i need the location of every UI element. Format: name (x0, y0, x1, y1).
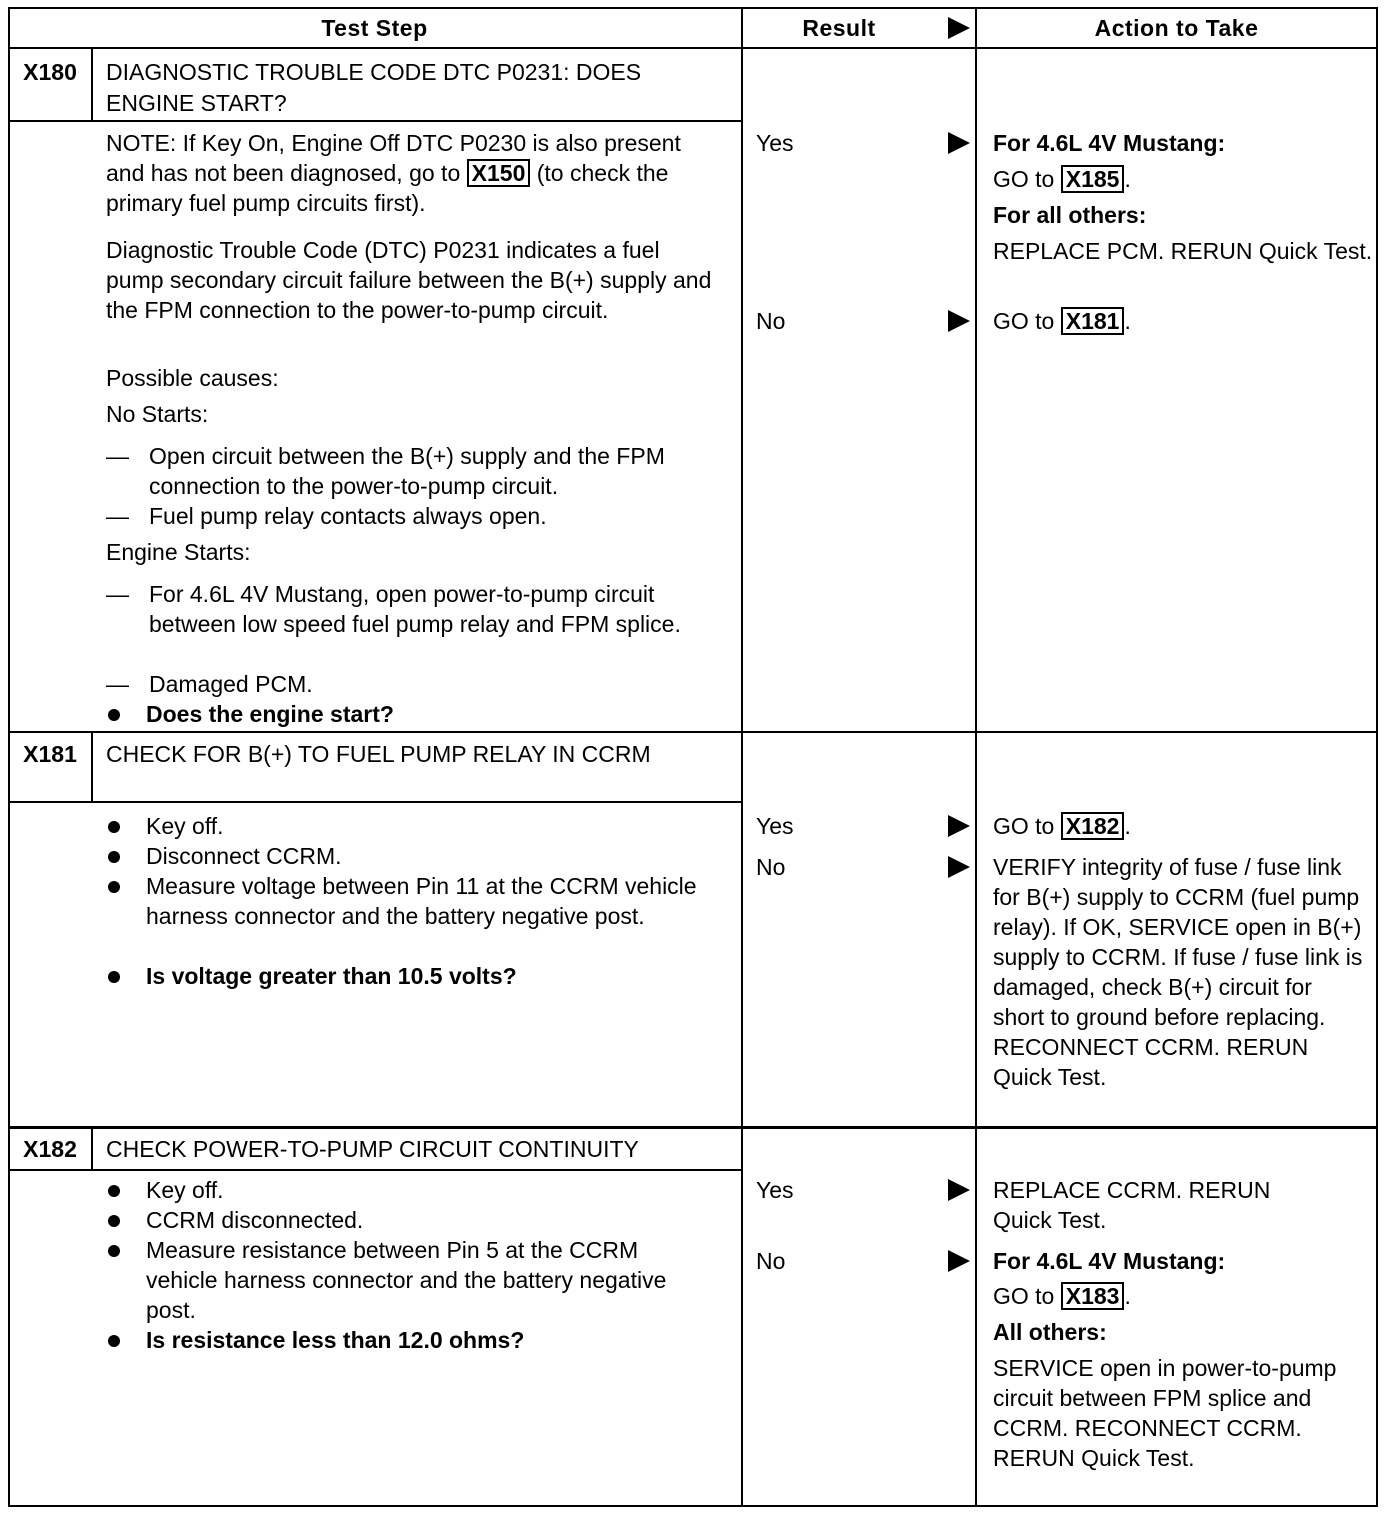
list-item: Fuel pump relay contacts always open. (149, 503, 547, 529)
title-rule-x180 (8, 120, 743, 122)
note-text: NOTE: If Key On, Engine Off DTC P0230 is also present and has not been diagnosed, go to (106, 130, 681, 186)
no-starts-label: No Starts: (106, 401, 209, 427)
step-question: Is resistance less than 12.0 ohms? (146, 1327, 525, 1353)
step-title: CHECK FOR B(+) TO FUEL PUMP RELAY IN CCRM (106, 741, 651, 767)
header-action: Action to Take (1094, 15, 1259, 41)
step-question: Does the engine start? (146, 701, 394, 727)
result-no: No (756, 308, 786, 334)
dash-icon: — (106, 443, 129, 469)
bullet-icon (108, 881, 120, 893)
action-goto: GO to X185 . (993, 166, 1131, 192)
action-goto: GO to X181 . (993, 308, 1131, 334)
ref-link[interactable]: X183 (1061, 1282, 1125, 1310)
arrow-icon (948, 310, 970, 332)
column-rule-action (975, 7, 977, 1507)
possible-causes-label: Possible causes: (106, 365, 279, 391)
result-yes: Yes (756, 1177, 794, 1203)
diagnostic-table (8, 7, 1378, 1507)
arrow-icon (948, 856, 970, 878)
action-goto: GO to X182 . (993, 813, 1131, 839)
title-rule-x181 (8, 801, 743, 803)
result-no: No (756, 1248, 786, 1274)
action-text: SERVICE open in power-to-pump circuit between FPM splice and CCRM. RECONNECT CCRM. RERUN Quick Test. (993, 1355, 1337, 1471)
ref-link[interactable]: X181 (1061, 307, 1125, 335)
dash-icon: — (106, 503, 129, 529)
bullet-icon (108, 821, 120, 833)
list-item: Disconnect CCRM. (146, 843, 342, 869)
list-item: For 4.6L 4V Mustang, open power-to-pump circuit between low speed fuel pump relay and FPM splice. (149, 581, 681, 637)
list-item: Key off. (146, 813, 224, 839)
action-text: VERIFY integrity of fuse / fuse link for B(+) supply to CCRM (fuel pump relay). If OK, SERVICE open in B(+) supply to CCRM. If fuse / fuse link is damaged, check B(+) circuit for short to ground before replacing. RECONNECT CCRM. RERUN Quick Test. (993, 854, 1363, 1090)
step-title: DIAGNOSTIC TROUBLE CODE DTC P0231: DOES ENGINE START? (106, 59, 642, 116)
step-code: X181 (23, 741, 77, 767)
section-rule-x182 (8, 1126, 1378, 1129)
arrow-icon (948, 1179, 970, 1201)
bullet-icon (108, 1335, 120, 1347)
title-rule-x182 (8, 1169, 743, 1171)
goto-text: GO to (993, 308, 1055, 334)
step-title: CHECK POWER-TO-PUMP CIRCUIT CONTINUITY (106, 1136, 639, 1162)
arrow-icon (948, 815, 970, 837)
bullet-icon (108, 709, 120, 721)
header-test-step: Test Step (321, 15, 428, 41)
list-item: Measure voltage between Pin 11 at the CCRM vehicle harness connector and the battery negative post. (146, 873, 697, 929)
step-question: Is voltage greater than 10.5 volts? (146, 963, 517, 989)
action-heading: All others: (993, 1319, 1107, 1345)
bullet-icon (108, 1245, 120, 1257)
list-item: Damaged PCM. (149, 671, 313, 697)
ref-link[interactable]: X182 (1061, 812, 1125, 840)
result-yes: Yes (756, 130, 794, 156)
header-arrow-icon (948, 17, 970, 39)
column-rule-result (741, 7, 743, 1507)
bullet-icon (108, 1215, 120, 1227)
action-heading: For all others: (993, 202, 1147, 228)
action-text: REPLACE CCRM. RERUN Quick Test. (993, 1177, 1271, 1233)
bullet-icon (108, 851, 120, 863)
list-item: CCRM disconnected. (146, 1207, 364, 1233)
ref-link[interactable]: X185 (1061, 165, 1125, 193)
action-text: REPLACE PCM. RERUN Quick Test. (993, 238, 1373, 264)
step-code: X180 (23, 59, 77, 85)
bullet-icon (108, 1185, 120, 1197)
step-paragraph: Diagnostic Trouble Code (DTC) P0231 indicates a fuel pump secondary circuit failure between the B(+) supply and the FPM connection to the power-to-pump circuit. (106, 237, 712, 323)
list-item: Measure resistance between Pin 5 at the CCRM vehicle harness connector and the battery negative post. (146, 1237, 667, 1323)
arrow-icon (948, 132, 970, 154)
arrow-icon (948, 1250, 970, 1272)
dash-icon: — (106, 581, 129, 607)
result-no: No (756, 854, 786, 880)
engine-starts-label: Engine Starts: (106, 539, 251, 565)
ref-link[interactable]: X150 (467, 159, 531, 187)
goto-text: GO to (993, 166, 1055, 192)
goto-text: GO to (993, 1283, 1055, 1309)
list-item: Key off. (146, 1177, 224, 1203)
result-yes: Yes (756, 813, 794, 839)
action-goto: GO to X183 . (993, 1283, 1131, 1309)
dash-icon: — (106, 671, 129, 697)
action-heading: For 4.6L 4V Mustang: (993, 1248, 1226, 1274)
section-rule-x181 (8, 731, 1378, 733)
action-heading: For 4.6L 4V Mustang: (993, 130, 1226, 156)
table-border-bottom (8, 1505, 1378, 1507)
step-code: X182 (23, 1136, 77, 1162)
header-result: Result (802, 15, 876, 41)
goto-text: GO to (993, 813, 1055, 839)
list-item: Open circuit between the B(+) supply and the FPM connection to the power-to-pump circuit. (149, 443, 665, 499)
bullet-icon (108, 971, 120, 983)
note-text-suffix: (to check the primary fuel pump circuits first). (106, 160, 669, 216)
step-note (106, 128, 716, 218)
